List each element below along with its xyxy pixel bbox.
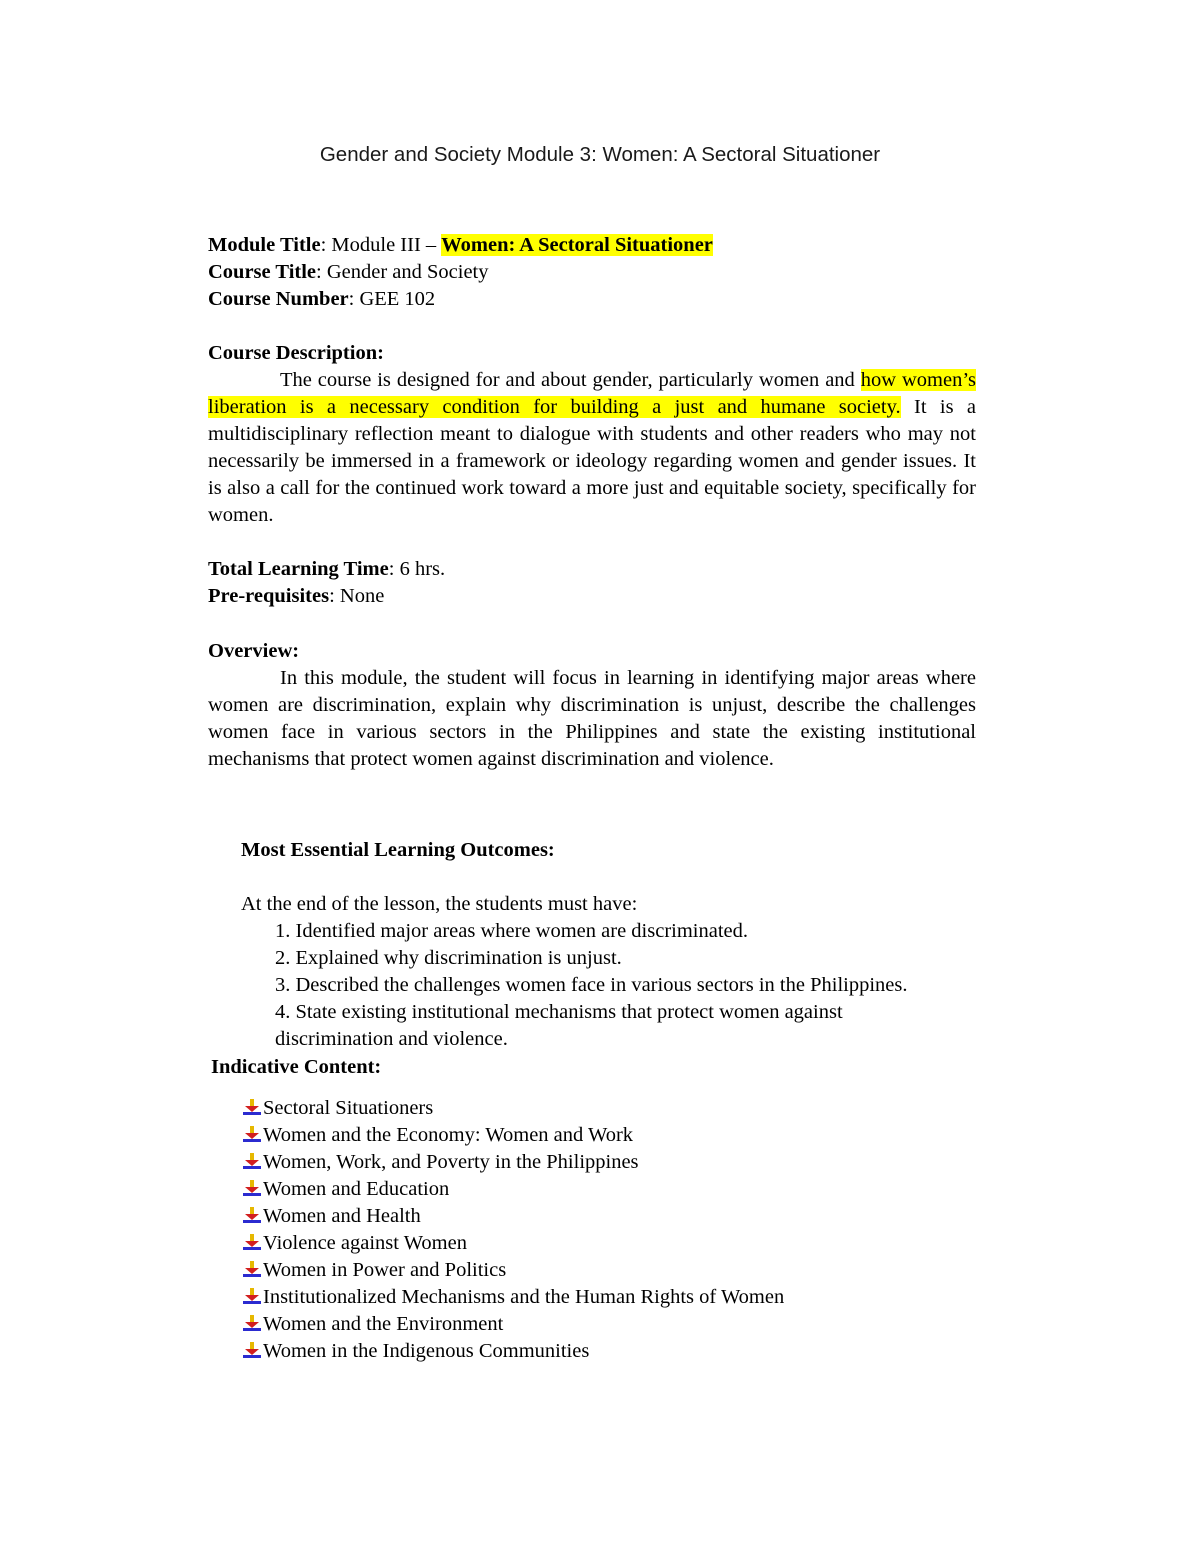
outcomes-intro: At the end of the lesson, the students must have: xyxy=(241,893,638,915)
arrow-bullet-icon xyxy=(243,1179,261,1199)
arrow-bullet-icon xyxy=(243,1206,261,1226)
list-item: Violence against Women xyxy=(243,1230,971,1257)
course-description-text: The course is designed for and about gender, particularly women and how women’s liberation is a necessary condition for building a just and humane society. It is a multidisciplinary reflection meant to dialogue with students and other readers who may not necessarily be immersed in a framework or ideology regarding women and gender issues. It is also a call for the continued work toward a more just and equitable society, specifically for women. xyxy=(208,369,976,526)
page-header: Gender and Society Module 3: Women: A Sectoral Situationer xyxy=(319,143,881,166)
module-title-line xyxy=(208,232,988,259)
outcome-item: 1. Identified major areas where women are discriminated. xyxy=(275,920,749,942)
overview-section xyxy=(208,638,976,773)
arrow-bullet-icon xyxy=(243,1260,261,1280)
arrow-bullet-icon xyxy=(243,1233,261,1253)
list-item: Women and Health xyxy=(243,1203,971,1230)
module-title-prefix: : Module III – xyxy=(320,234,442,256)
outcome-item: 2. Explained why discrimination is unjust. xyxy=(275,947,622,969)
overview-heading: Overview: xyxy=(208,640,300,662)
course-number-label: Course Number xyxy=(208,288,349,310)
course-description-heading: Course Description: xyxy=(208,342,384,364)
course-number-value: : GEE 102 xyxy=(348,288,436,310)
arrow-bullet-icon xyxy=(243,1098,261,1118)
list-item: Women and Education xyxy=(243,1176,971,1203)
indicative-heading: Indicative Content: xyxy=(211,1056,382,1078)
list-item: Women in the Indigenous Communities xyxy=(243,1338,971,1365)
module-meta xyxy=(208,232,988,313)
module-title-highlight: Women: A Sectoral Situationer xyxy=(441,234,713,256)
list-item: Women and the Economy: Women and Work xyxy=(243,1122,971,1149)
outcomes-heading: Most Essential Learning Outcomes: xyxy=(241,839,555,861)
list-item: Women and the Environment xyxy=(243,1311,971,1338)
arrow-bullet-icon xyxy=(243,1341,261,1361)
arrow-bullet-icon xyxy=(243,1287,261,1307)
learning-info xyxy=(208,556,988,610)
arrow-bullet-icon xyxy=(243,1314,261,1334)
list-item: Institutionalized Mechanisms and the Human Rights of Women xyxy=(243,1284,971,1311)
pre-requisites: Pre-requisites: None xyxy=(208,585,385,607)
description-highlight: how women’s liberation is a necessary condition for building a just and humane society. xyxy=(208,369,976,418)
list-item: Women, Work, and Poverty in the Philippines xyxy=(243,1149,971,1176)
overview-text: In this module, the student will focus in learning in identifying major areas where women are discrimination, explain why discrimination is unjust, describe the challenges women face in various sectors in the Philippines and state the existing institutional mechanisms that protect women against discrimination and violence. xyxy=(208,667,976,770)
course-title-line xyxy=(208,259,988,286)
outcomes-list xyxy=(241,918,915,1053)
total-learning-time: Total Learning Time: 6 hrs. xyxy=(208,558,446,580)
module-title-label: Module Title xyxy=(208,234,321,256)
course-title-value: : Gender and Society xyxy=(316,261,489,283)
course-title-label: Course Title xyxy=(208,261,317,283)
list-item: Women in Power and Politics xyxy=(243,1257,971,1284)
course-number-line xyxy=(208,286,988,313)
arrow-bullet-icon xyxy=(243,1125,261,1145)
course-description xyxy=(208,340,976,529)
indicative-content xyxy=(211,1054,971,1365)
arrow-bullet-icon xyxy=(243,1152,261,1172)
outcome-item: 3. Described the challenges women face in various sectors in the Philippines. 4. State existing institutional mechanisms that protect women against discrimination and violence. xyxy=(275,974,908,1050)
learning-outcomes xyxy=(241,837,981,1053)
indicative-list xyxy=(211,1095,971,1365)
list-item: Sectoral Situationers xyxy=(243,1095,971,1122)
